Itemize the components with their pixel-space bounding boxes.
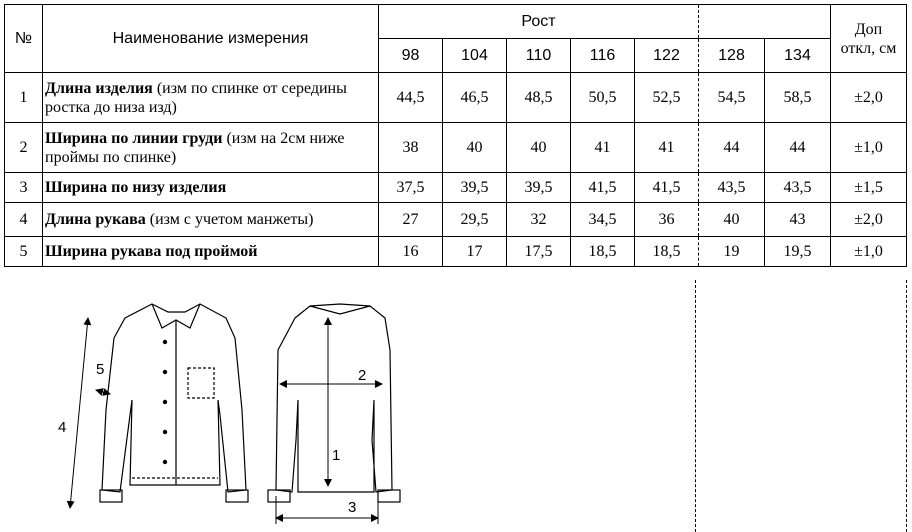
row-name — [43, 73, 379, 123]
shirt-back-drawing — [268, 304, 400, 502]
table-row — [5, 123, 907, 173]
header-tolerance-line2: откл, см — [840, 39, 897, 57]
header-height-group: Рост — [379, 5, 699, 39]
label-hem-width: 3 — [348, 499, 357, 516]
row-num: 5 — [5, 237, 43, 267]
row-tolerance: ±1,0 — [831, 237, 907, 267]
row-num: 3 — [5, 173, 43, 203]
label-sleeve-width: 5 — [96, 361, 105, 378]
row-value: 18,5 — [635, 237, 699, 267]
size-header: 98 — [379, 39, 443, 73]
row-value: 43,5 — [699, 173, 765, 203]
row-num: 4 — [5, 203, 43, 237]
header-num: № — [5, 5, 43, 73]
row-name-bold: Ширина по низу изделия — [45, 179, 227, 196]
row-name-rest: (изм с учетом манжеты) — [145, 211, 314, 228]
row-value: 54,5 — [699, 73, 765, 123]
row-tolerance: ±2,0 — [831, 203, 907, 237]
header-height-extra — [699, 5, 831, 39]
row-name-rest: (изм на 2см ниже проймы по спинке) — [45, 129, 345, 166]
measure-lines-back — [276, 318, 382, 524]
row-value: 44 — [765, 123, 831, 173]
table-row — [5, 237, 907, 267]
row-value: 43 — [765, 203, 831, 237]
row-name — [43, 173, 379, 203]
row-tolerance: ±1,0 — [831, 123, 907, 173]
row-num: 2 — [5, 123, 43, 173]
row-value: 16 — [379, 237, 443, 267]
header-tolerance — [831, 5, 907, 73]
size-header: 116 — [571, 39, 635, 73]
row-value: 39,5 — [507, 173, 571, 203]
row-value: 44,5 — [379, 73, 443, 123]
row-value: 41 — [635, 123, 699, 173]
row-value: 40 — [699, 203, 765, 237]
row-name-bold: Длина рукава — [45, 211, 146, 228]
row-value: 18,5 — [571, 237, 635, 267]
row-value: 40 — [507, 123, 571, 173]
row-value: 36 — [635, 203, 699, 237]
row-name-bold: Длина изделия — [45, 79, 153, 97]
row-value: 37,5 — [379, 173, 443, 203]
row-value: 41 — [571, 123, 635, 173]
label-chest-width: 2 — [358, 367, 367, 384]
row-value: 32 — [507, 203, 571, 237]
row-value: 58,5 — [765, 73, 831, 123]
row-name — [43, 237, 379, 267]
row-value: 29,5 — [443, 203, 507, 237]
row-name — [43, 203, 379, 237]
row-name-rest: (изм по спинке от середины ростка до низа изд) — [45, 79, 347, 116]
table-row — [5, 203, 907, 237]
header-name: Наименование измерения — [43, 5, 379, 73]
row-value: 52,5 — [635, 73, 699, 123]
header-tolerance-line1: Доп — [854, 20, 883, 38]
row-value: 39,5 — [443, 173, 507, 203]
row-name-bold: Ширина по линии груди — [45, 129, 223, 147]
dashed-guide-line — [695, 280, 696, 532]
label-sleeve-length: 4 — [58, 419, 67, 436]
row-tolerance: ±2,0 — [831, 73, 907, 123]
row-name — [43, 123, 379, 173]
size-header: 104 — [443, 39, 507, 73]
row-value: 19,5 — [765, 237, 831, 267]
row-value: 48,5 — [507, 73, 571, 123]
row-value: 27 — [379, 203, 443, 237]
size-header: 128 — [699, 39, 765, 73]
measurements-table — [4, 4, 907, 267]
label-body-length: 1 — [332, 447, 341, 464]
table-row — [5, 73, 907, 123]
row-value: 34,5 — [571, 203, 635, 237]
shirt-measurement-diagram — [40, 290, 420, 530]
row-value: 50,5 — [571, 73, 635, 123]
row-value: 40 — [443, 123, 507, 173]
row-value: 38 — [379, 123, 443, 173]
row-tolerance: ±1,5 — [831, 173, 907, 203]
table-row — [5, 173, 907, 203]
row-value: 41,5 — [571, 173, 635, 203]
row-value: 41,5 — [635, 173, 699, 203]
row-name-bold: Ширина рукава под проймой — [45, 243, 258, 260]
row-value: 17 — [443, 237, 507, 267]
row-num: 1 — [5, 73, 43, 123]
measure-lines-front — [70, 318, 110, 508]
shirt-front-drawing — [100, 304, 248, 502]
size-header: 122 — [635, 39, 699, 73]
row-value: 46,5 — [443, 73, 507, 123]
row-value: 17,5 — [507, 237, 571, 267]
row-value: 43,5 — [765, 173, 831, 203]
size-header: 134 — [765, 39, 831, 73]
row-value: 44 — [699, 123, 765, 173]
size-header: 110 — [507, 39, 571, 73]
dashed-guide-line — [906, 280, 907, 532]
row-value: 19 — [699, 237, 765, 267]
